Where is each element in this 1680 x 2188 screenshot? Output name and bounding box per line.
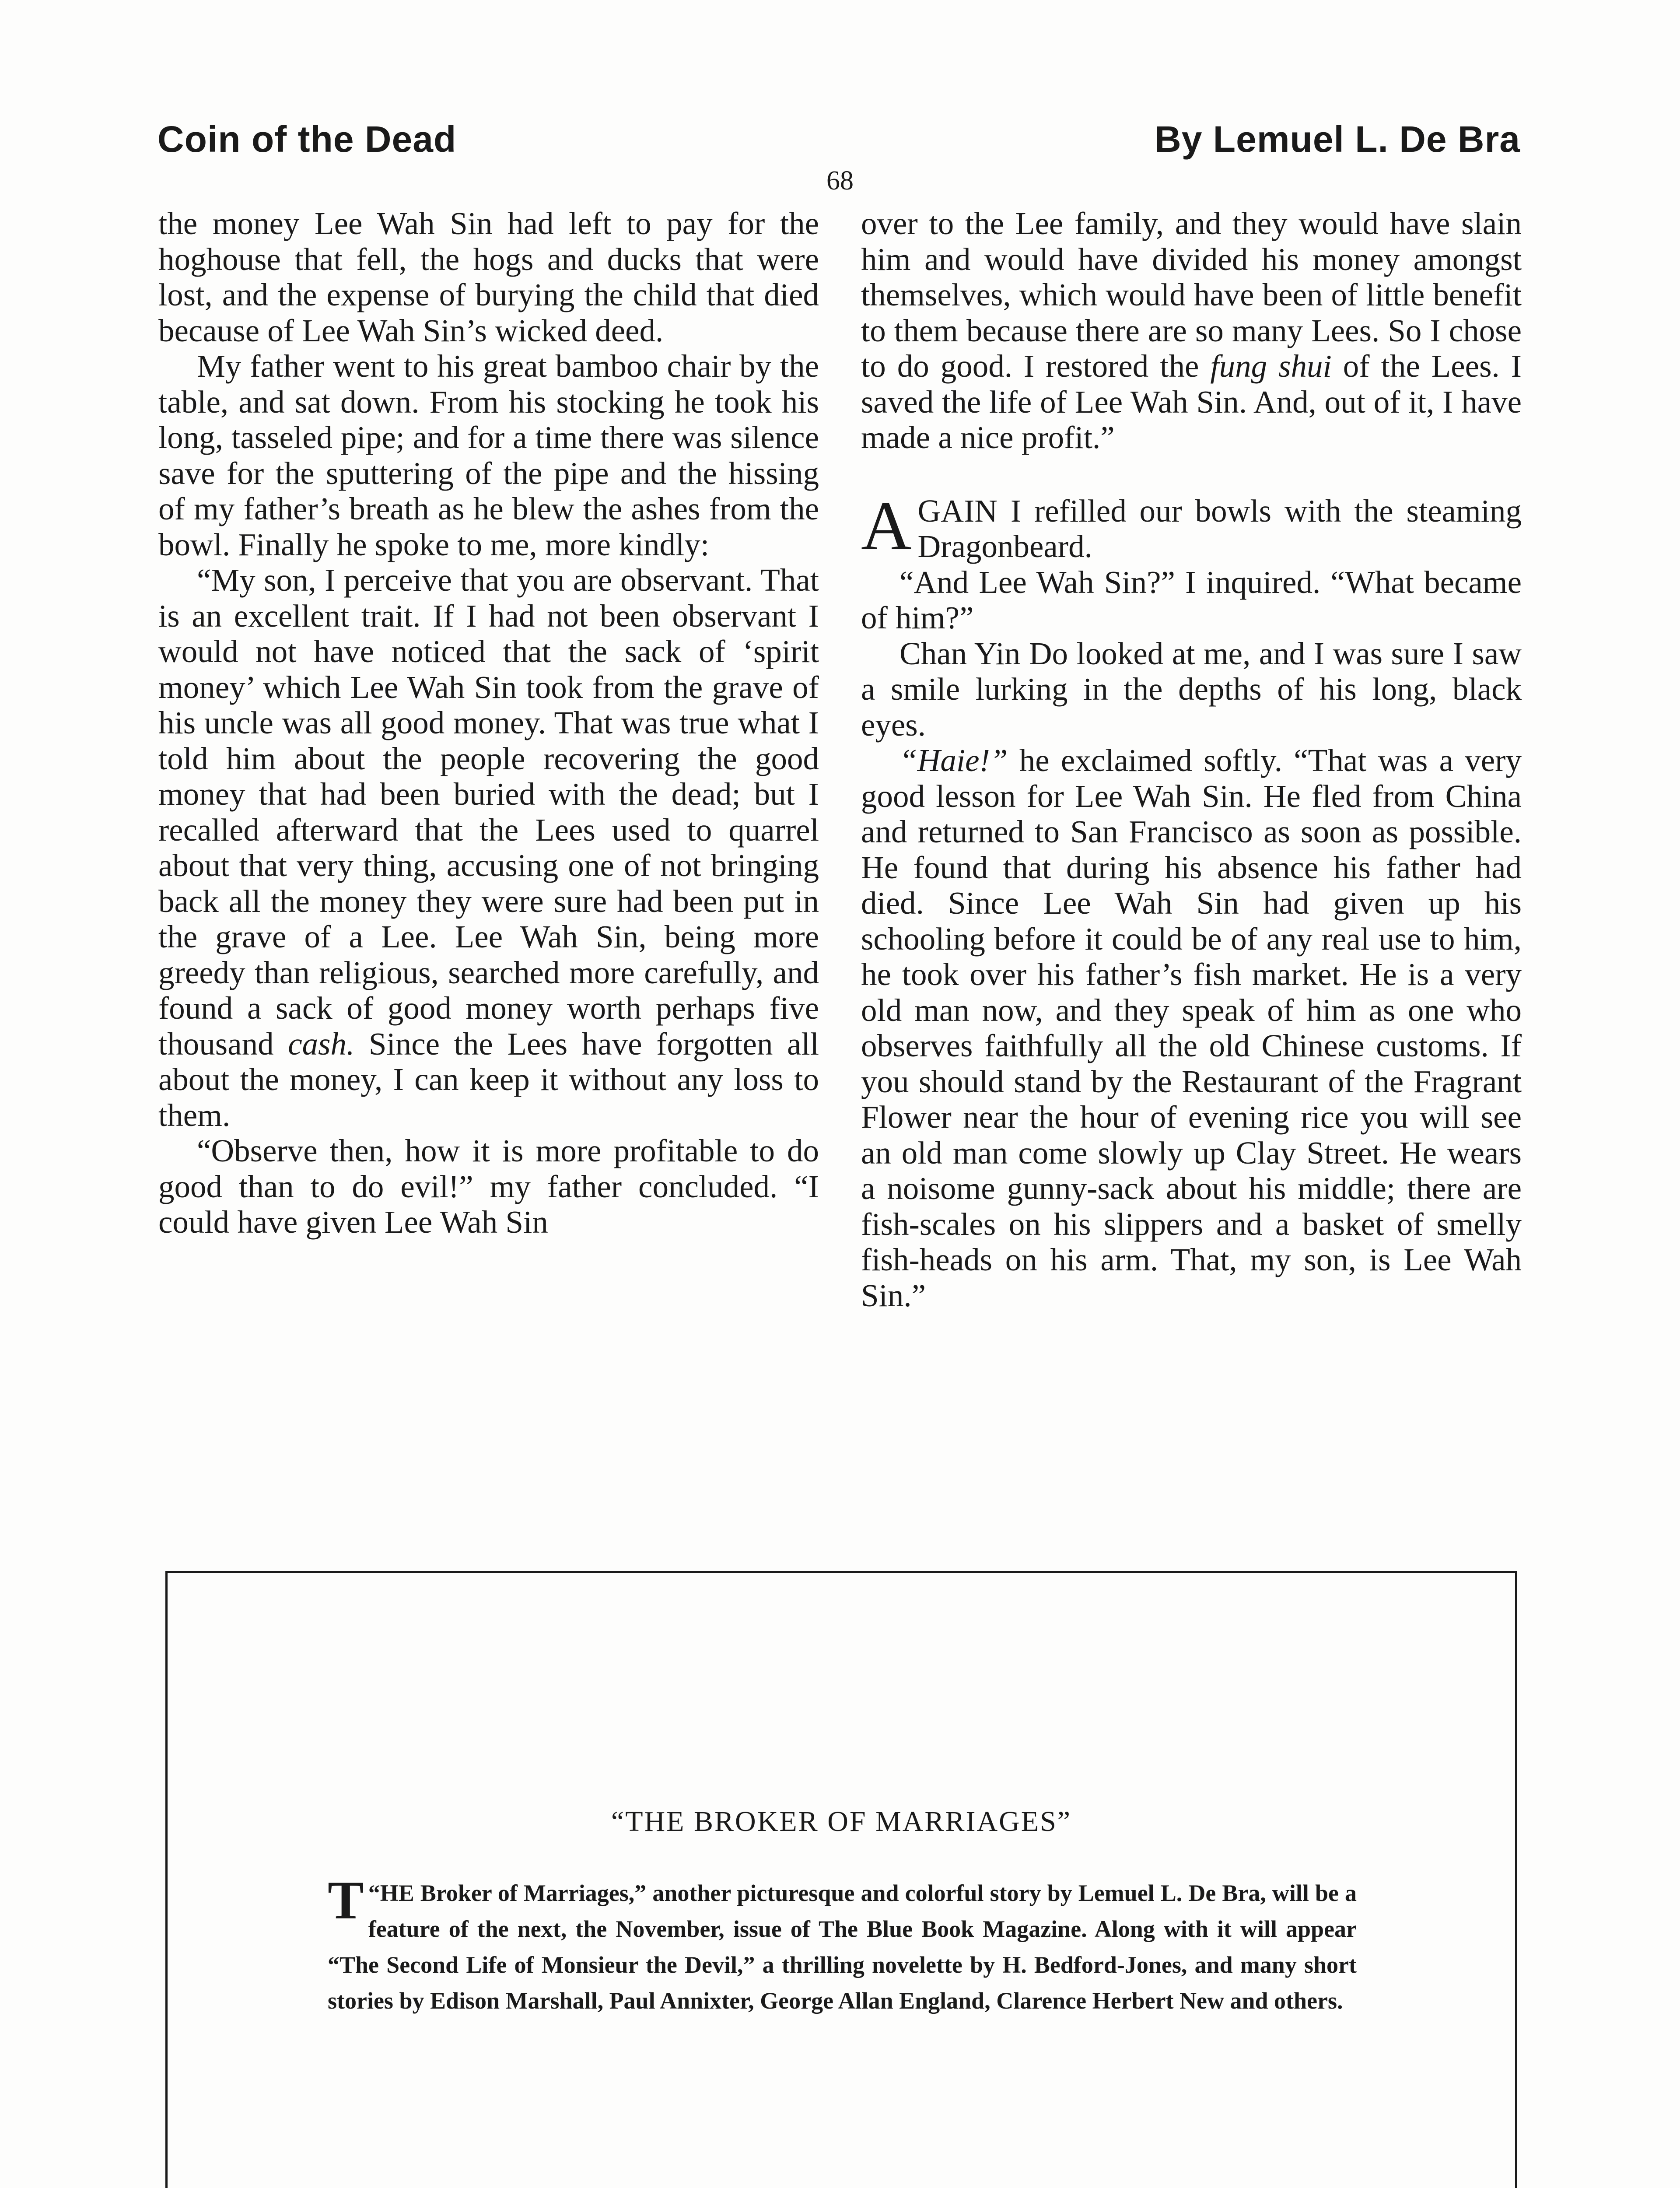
text-run: over to the Lee family, and they would have slain him and would have divided his money amongst themselves, which would have been of little benefit to them because there are so many Lees. So I chose to do good. I restored the bbox=[861, 206, 1522, 384]
drop-cap: T bbox=[328, 1870, 364, 1930]
paragraph bbox=[861, 206, 1522, 456]
paragraph: My father went to his great bamboo chair by the table, and sat down. From his stocking he took his long, tasseled pipe; and for a time there was silence save for the sputtering of the pipe and the hissing of my father’s breath as he blew the ashes from the bowl. Finally he spoke to me, more kindly: bbox=[158, 348, 819, 562]
drop-cap: A bbox=[861, 486, 912, 565]
paragraph: the money Lee Wah Sin had left to pay for the hoghouse that fell, the hogs and ducks that were lost, and the expense of burying the child that died because of Lee Wah Sin’s wicked deed. bbox=[158, 206, 819, 348]
announcement-title: “THE BROKER OF MARRIAGES” bbox=[611, 1806, 1072, 1837]
byline: By Lemuel L. De Bra bbox=[1155, 119, 1520, 160]
paragraph: “Observe then, how it is more profitable to do good than to do evil!” my father concluded. “I could have given Lee Wah Sin bbox=[158, 1133, 819, 1240]
italic-word: “Haie!” bbox=[900, 743, 1008, 778]
paragraph: “And Lee Wah Sin?” I inquired. “What became of him?” bbox=[861, 564, 1522, 635]
text-run: “My son, I perceive that you are observant. That is an excellent trait. If I had not been observant I would not have noticed that the sack of ‘spirit money’ which Lee Wah Sin took from the grave of his uncle was all good money. That was true what I told him about the people recovering the good money that had been buried with the dead; but I recalled afterward that the Lees used to quarrel about that very thing, accusing one of not bringing back all the money they were sure had been put in the grave of a Lee. Lee Wah Sin, being more greedy than religious, searched more carefully, and found a sack of good money worth perhaps five thousand bbox=[158, 562, 819, 1062]
paragraph: Chan Yin Do looked at me, and I was sure I saw a smile lurking in the depths of his long, black eyes. bbox=[861, 635, 1522, 743]
right-column bbox=[861, 206, 1522, 1313]
text-run: of the Lees. I saved the life of Lee Wah Sin. And, out of it, I have made a nice profit.” bbox=[861, 348, 1522, 455]
announcement-box bbox=[165, 1571, 1517, 2188]
italic-word: fung shui bbox=[1210, 348, 1332, 384]
announcement-body bbox=[328, 1870, 1357, 2019]
paragraph bbox=[158, 562, 819, 1133]
italic-word: cash. bbox=[288, 1026, 355, 1062]
page-number: 68 bbox=[826, 166, 854, 196]
text-run: Since the Lees have forgotten all about the money, I can keep it without any loss to them. bbox=[158, 1026, 819, 1133]
section-opening-paragraph bbox=[861, 486, 1522, 565]
text-run: GAIN I refilled our bowls with the steaming Dragonbeard. bbox=[917, 493, 1522, 564]
open-quote: “ bbox=[368, 1880, 380, 1906]
text-run: HE Broker of Marriages,” another picturesque and colorful story by Lemuel L. De Bra, will be a feature of the next, the November, issue of The Blue Book Magazine. Along with it will appear “The Second Life of Monsieur the Devil,” a thrilling novelette by H. Bedford-Jones, and many short stories by Edison Marshall, Paul Annixter, George Allan England, Clarence Herbert New and others. bbox=[328, 1880, 1357, 2014]
left-column bbox=[158, 206, 819, 1240]
paragraph bbox=[861, 743, 1522, 1313]
text-run: he exclaimed softly. “That was a very good lesson for Lee Wah Sin. He fled from China and returned to San Francisco as soon as possible. He found that during his absence his father had died. Since Lee Wah Sin had given up his schooling before it could be of any real use to him, he took over his father’s fish market. He is a very old man now, and they speak of him as one who observes faithfully all the old Chinese customs. If you should stand by the Restaurant of the Fragrant Flower near the hour of evening rice you will see an old man come slowly up Clay Street. He wears a noisome gunny-sack about his middle; there are fish-scales on his slippers and a basket of smelly fish-heads on his arm. That, my son, is Lee Wah Sin.” bbox=[861, 743, 1522, 1313]
story-title: Coin of the Dead bbox=[158, 119, 457, 160]
running-head bbox=[158, 118, 1520, 171]
